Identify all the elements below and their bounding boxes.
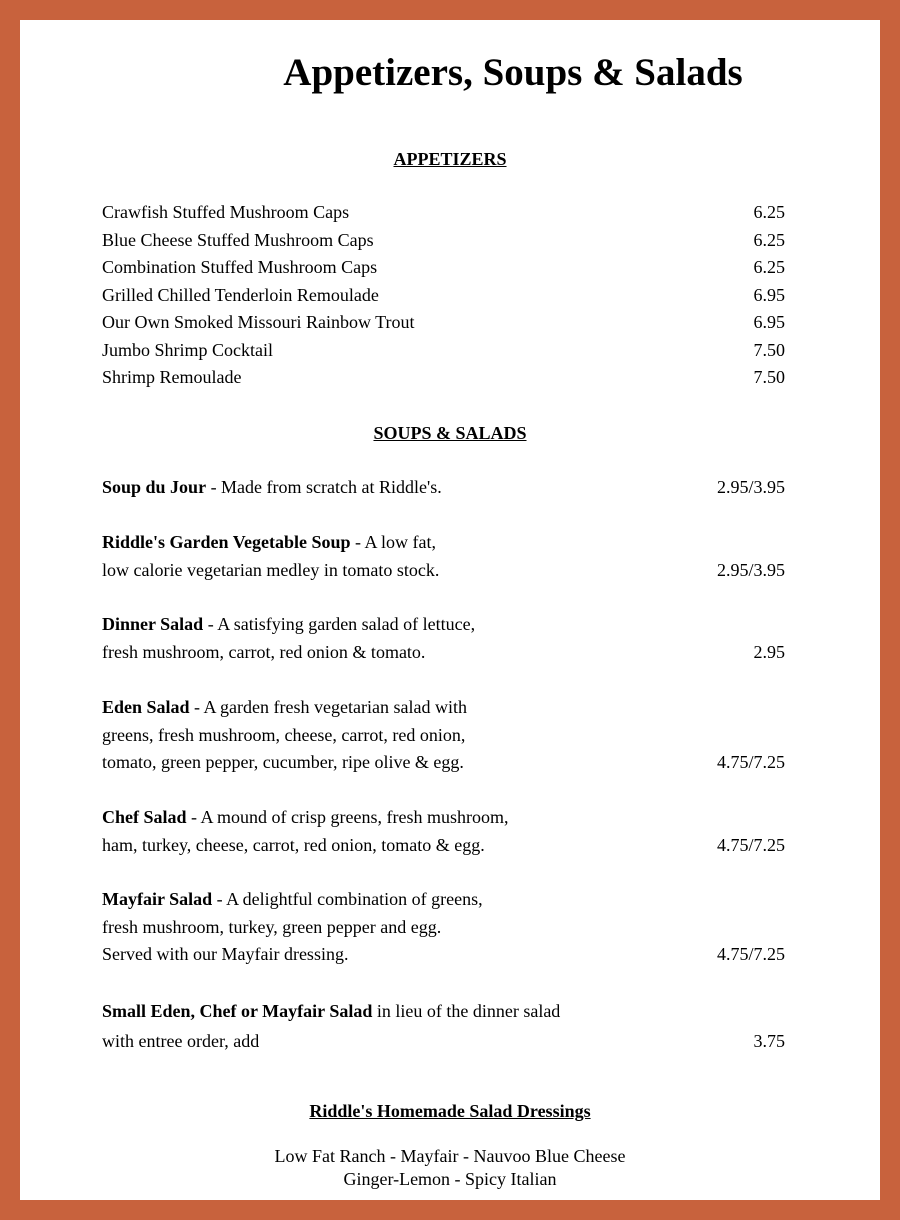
item-description: Served with our Mayfair dressing.	[102, 944, 349, 964]
item-description: greens, fresh mushroom, cheese, carrot, red onion,	[102, 724, 466, 745]
item-name: Blue Cheese Stuffed Mushroom Caps	[102, 229, 374, 250]
item-price: 3.75	[753, 1031, 785, 1051]
menu-item	[102, 996, 785, 1056]
item-description: - A satisfying garden salad of lettuce,	[203, 614, 476, 634]
item-name: Combination Stuffed Mushroom Caps	[102, 257, 378, 277]
item-description: fresh mushroom, carrot, red onion & tomato.	[102, 641, 426, 662]
item-description: ham, turkey, cheese, carrot, red onion, tomato & egg.	[102, 834, 485, 855]
item-name: Soup du Jour	[102, 477, 207, 497]
dressings-line: Ginger-Lemon - Spicy Italian	[343, 1169, 557, 1189]
menu-item	[102, 254, 785, 282]
menu-item	[102, 227, 785, 255]
item-description: - Made from scratch at Riddle's.	[206, 477, 442, 497]
soups-salads-heading: SOUPS & SALADS	[373, 423, 527, 443]
item-description: fresh mushroom, turkey, green pepper and egg.	[102, 916, 442, 937]
item-price: 4.75/7.25	[716, 752, 785, 772]
item-name: Mayfair Salad	[102, 889, 213, 909]
item-description: - A mound of crisp greens, fresh mushroom,	[186, 807, 509, 827]
item-price: 6.25	[753, 229, 785, 250]
item-name: Eden Salad	[102, 697, 190, 717]
menu-item	[102, 282, 785, 310]
item-price: 2.95/3.95	[716, 559, 785, 580]
menu-item	[102, 804, 785, 859]
page-title: Appetizers, Soups & Salads	[283, 51, 743, 94]
item-price: 4.75/7.25	[716, 834, 785, 855]
dressings-line: Low Fat Ranch - Mayfair - Nauvoo Blue Cheese	[274, 1146, 626, 1166]
item-description: - A low fat,	[350, 532, 437, 552]
item-price: 6.95	[753, 284, 785, 305]
item-price: 7.50	[753, 339, 785, 360]
menu-item	[102, 474, 785, 502]
item-name: Riddle's Garden Vegetable Soup	[102, 532, 351, 552]
item-name: Grilled Chilled Tenderloin Remoulade	[102, 284, 379, 305]
menu-item	[102, 529, 785, 584]
item-description: low calorie vegetarian medley in tomato stock.	[102, 559, 440, 580]
item-price: 6.25	[753, 257, 785, 277]
menu-item	[102, 886, 785, 969]
item-description: - A delightful combination of greens,	[212, 889, 483, 909]
dressings-list	[20, 1145, 880, 1191]
menu-item	[102, 199, 785, 227]
item-price: 4.75/7.25	[716, 944, 785, 964]
item-price: 2.95	[753, 641, 785, 662]
dressings-heading: Riddle's Homemade Salad Dressings	[309, 1101, 591, 1121]
item-description: - A garden fresh vegetarian salad with	[189, 697, 467, 717]
item-description: in lieu of the dinner salad	[372, 1001, 561, 1021]
menu-item	[102, 364, 785, 392]
item-price: 7.50	[753, 367, 785, 387]
menu-item	[102, 337, 785, 365]
menu-item	[102, 309, 785, 337]
item-name: Chef Salad	[102, 807, 187, 827]
item-name: Jumbo Shrimp Cocktail	[102, 339, 273, 360]
item-name: Small Eden, Chef or Mayfair Salad	[102, 1001, 373, 1021]
item-name: Dinner Salad	[102, 614, 204, 634]
item-name: Crawfish Stuffed Mushroom Caps	[102, 202, 350, 222]
menu-item	[102, 694, 785, 777]
item-price: 6.95	[753, 312, 785, 332]
appetizers-heading: APPETIZERS	[393, 149, 507, 169]
menu-item	[102, 611, 785, 666]
item-price: 6.25	[753, 202, 785, 222]
item-name: Our Own Smoked Missouri Rainbow Trout	[102, 312, 415, 332]
item-price: 2.95/3.95	[716, 477, 785, 497]
item-name: Shrimp Remoulade	[102, 367, 242, 387]
item-description: tomato, green pepper, cucumber, ripe olive & egg.	[102, 752, 464, 772]
item-description: with entree order, add	[102, 1031, 260, 1051]
menu-page	[20, 20, 880, 1200]
